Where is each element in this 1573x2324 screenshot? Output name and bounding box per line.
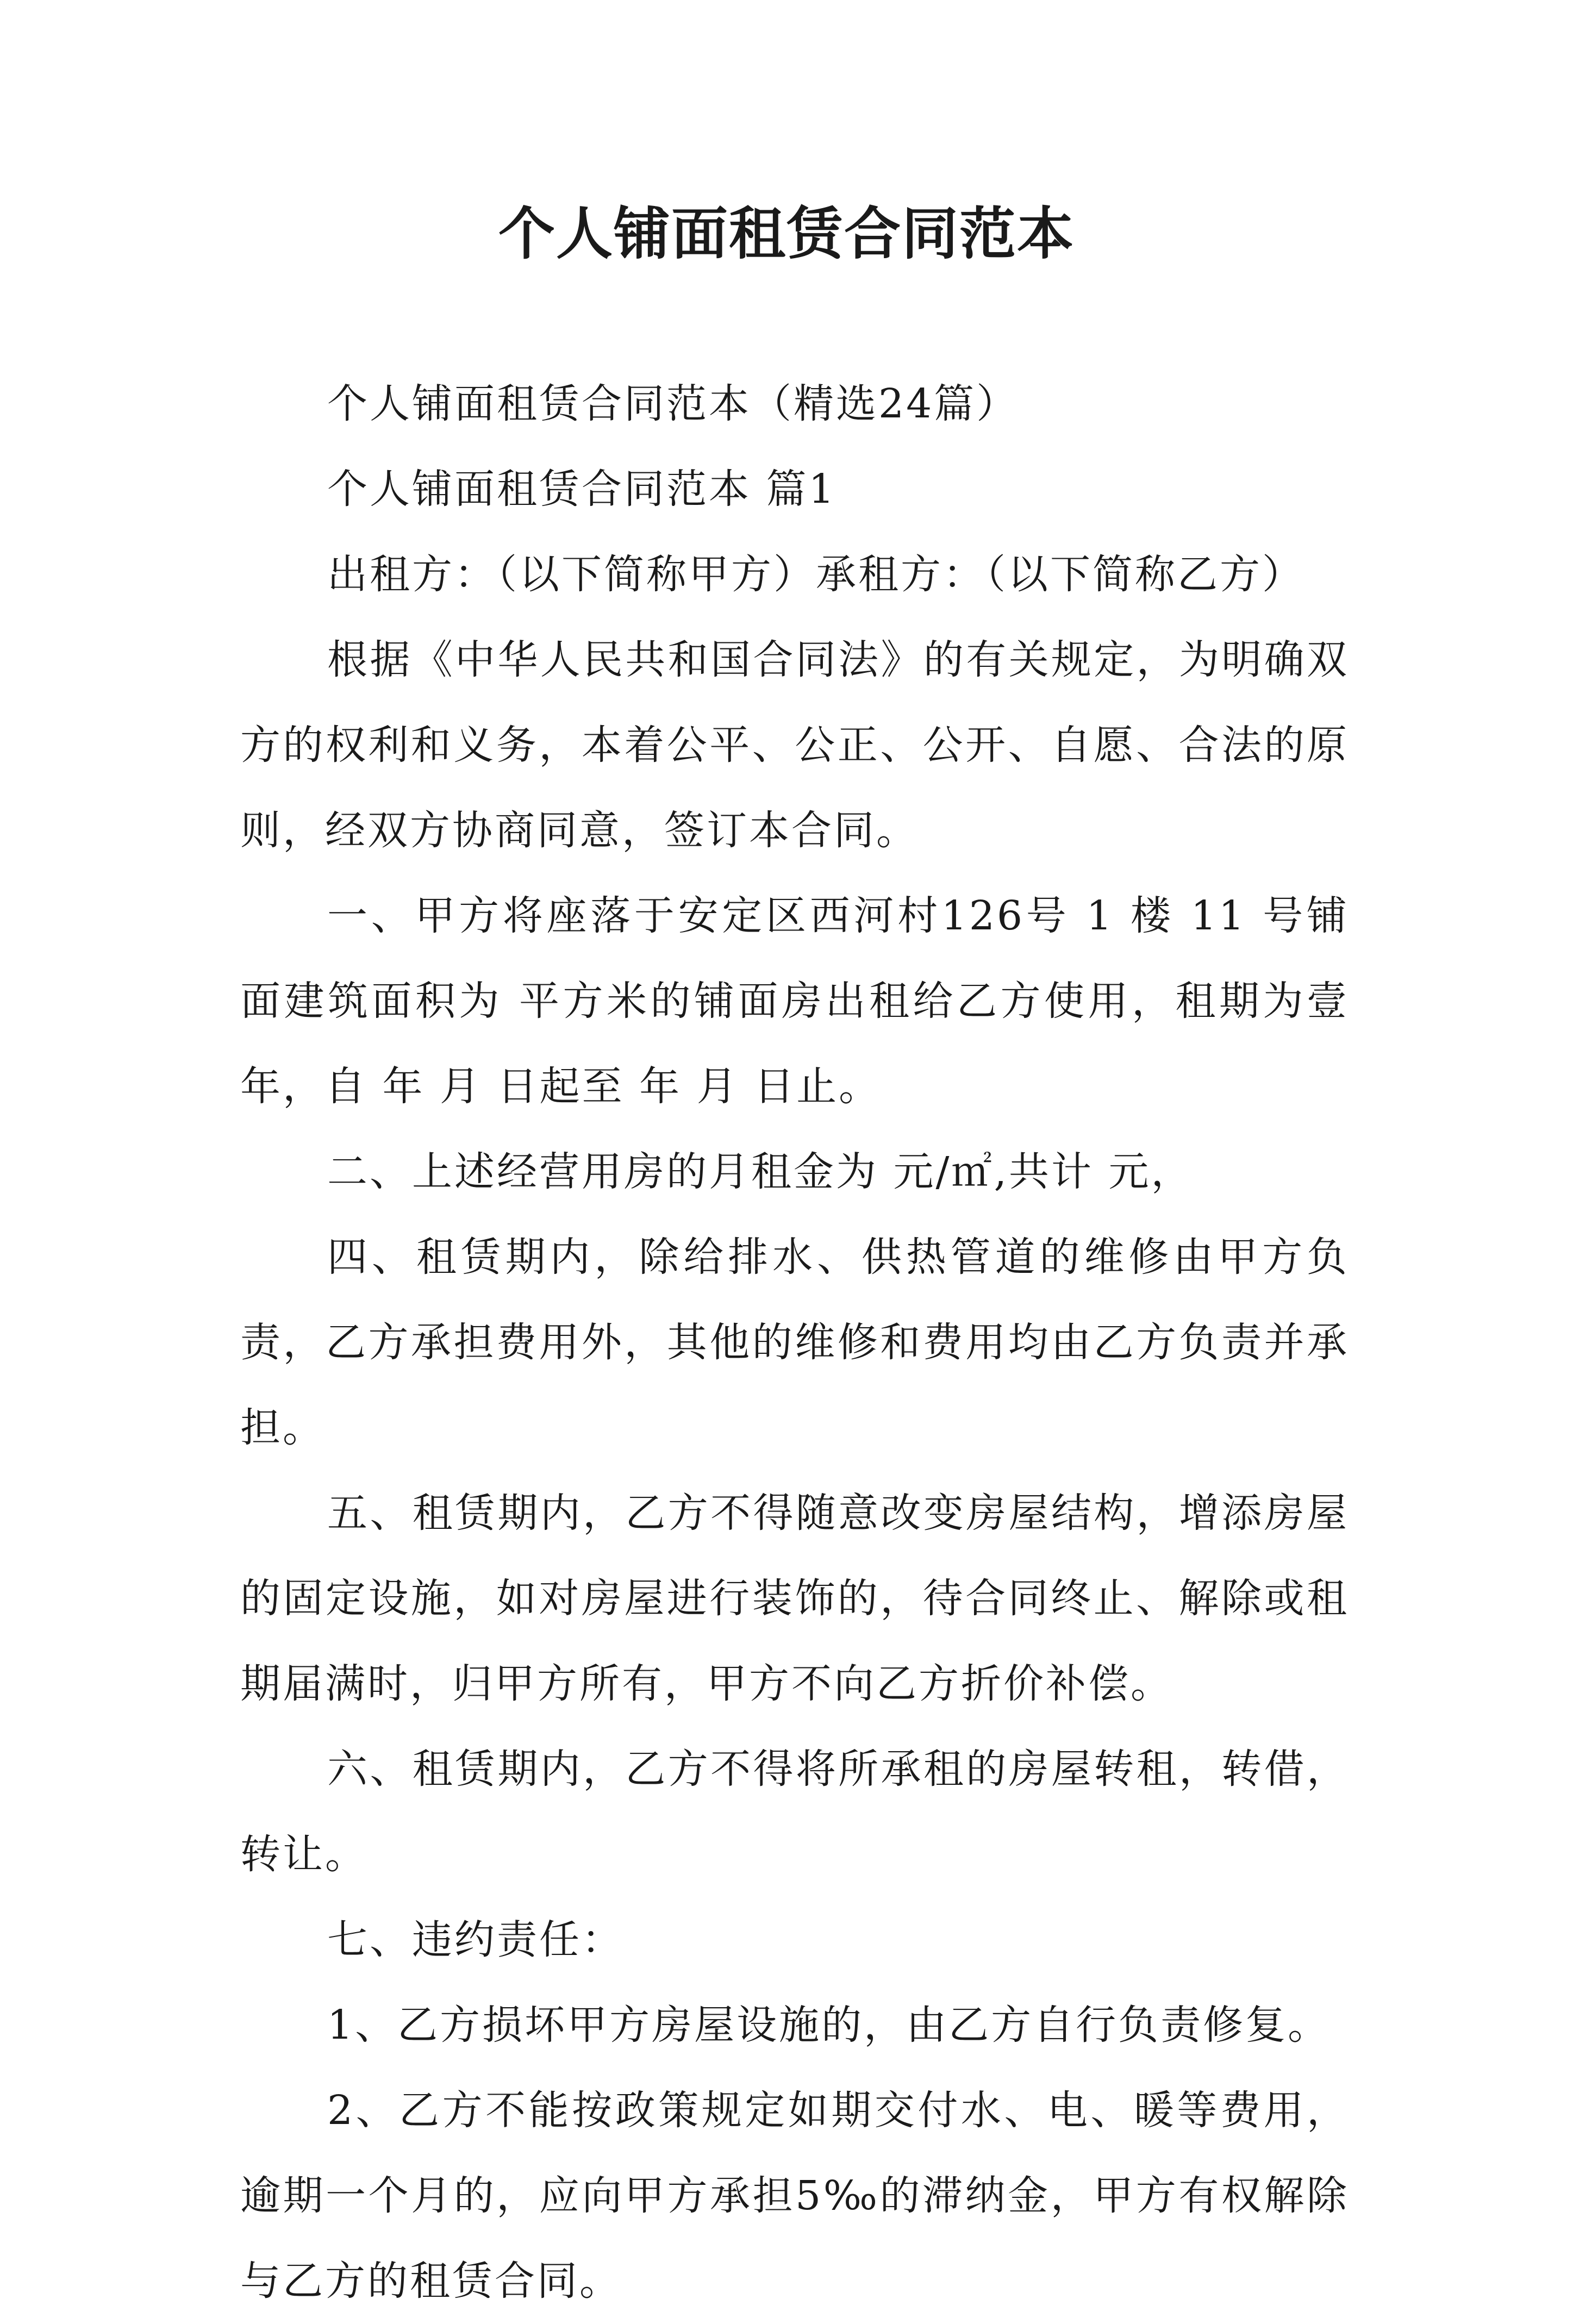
paragraph-clause-2: 二、上述经营用房的月租金为 元/㎡,共计 元， bbox=[327, 1148, 1194, 1195]
paragraph-clause-7: 七、违约责任： bbox=[327, 1916, 624, 1963]
paragraph-clause-5: 五、租赁期内，乙方不得随意改变房屋结构，增添房屋的固定设施，如对房屋进行装饰的，待合同终止、解除或租期届满时，归甲方所有，甲方不向乙方折价补偿。 bbox=[240, 1490, 1349, 1707]
paragraph-preamble: 根据《中华人民共和国合同法》的有关规定，为明确双方的权利和义务，本着公平、公正、公开、自愿、合法的原则，经双方协商同意，签订本合同。 bbox=[240, 636, 1349, 854]
paragraph-clause-6: 六、租赁期内，乙方不得将所承租的房屋转租，转借，转让。 bbox=[240, 1746, 1349, 1878]
paragraph-clause-7-item-2: 2、乙方不能按政策规定如期交付水、电、暖等费用，逾期一个月的，应向甲方承担5‰的滞纳金，甲方有权解除与乙方的租赁合同。 bbox=[240, 2087, 1349, 2304]
document-body bbox=[240, 361, 1349, 2324]
paragraph-parties: 出租方：（以下简称甲方）承租方：（以下简称乙方） bbox=[327, 551, 1304, 598]
paragraph-clause-1: 一、甲方将座落于安定区西河村126号 1 楼 11 号铺面建筑面积为 平方米的铺面房出租给乙方使用，租期为壹年，自 年 月 日起至 年 月 日止。 bbox=[240, 892, 1349, 1110]
paragraph-clause-7-item-1: 1、乙方损坏甲方房屋设施的，由乙方自行负责修复。 bbox=[327, 2002, 1331, 2048]
paragraph-section-heading: 个人铺面租赁合同范本 篇1 bbox=[327, 466, 837, 513]
paragraph-subtitle: 个人铺面租赁合同范本（精选24篇） bbox=[327, 380, 1019, 427]
paragraph-clause-4: 四、租赁期内，除给排水、供热管道的维修由甲方负责，乙方承担费用外，其他的维修和费用均由乙方负责并承担。 bbox=[240, 1234, 1349, 1451]
document-title: 个人铺面租赁合同范本 bbox=[498, 200, 1075, 267]
